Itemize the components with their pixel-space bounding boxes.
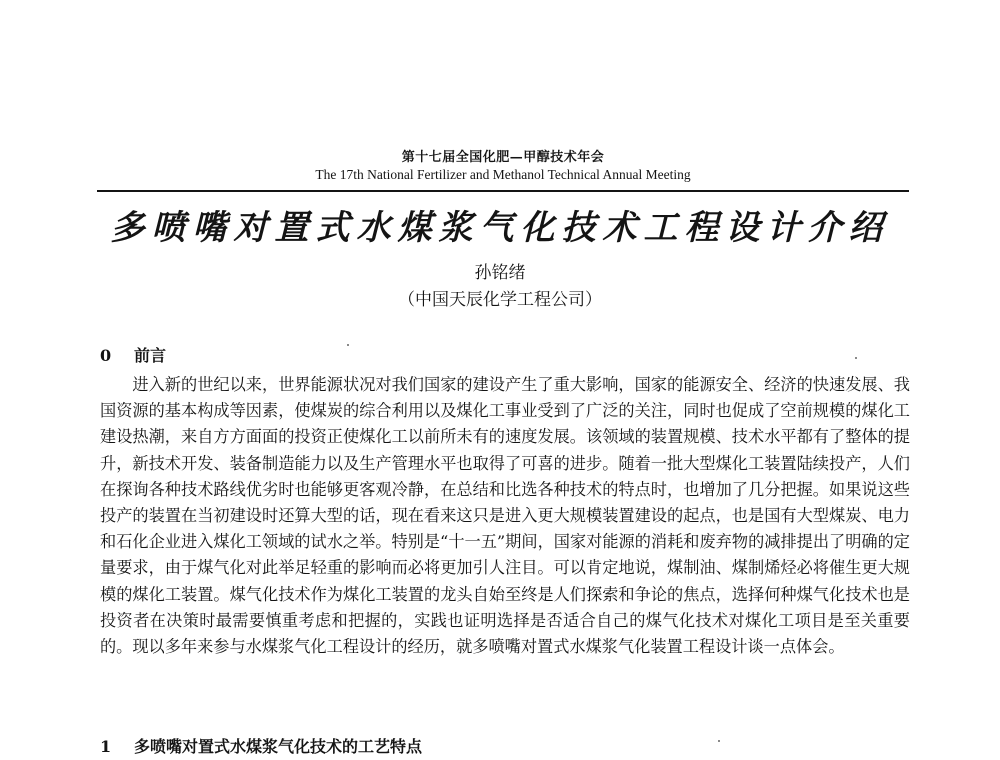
- conference-header: [97, 150, 909, 183]
- header-divider: [97, 190, 909, 192]
- body-paragraph: 进入新的世纪以来，世界能源状况对我们国家的建设产生了重大影响，国家的能源安全、经济的快速发展、我国资源的基本构成等因素，使煤炭的综合利用以及煤化工事业受到了广泛的关注，同时也促成了空前规模的煤化工建设热潮，来自方方面面的投资正使煤化工以前所未有的速度发展。该领域的装置规模、技术水平都有了整体的提升，新技术开发、装备制造能力以及生产管理水平也取得了可喜的进步。随着一批大型煤化工装置陆续投产，人们在探询各种技术路线优劣时也能够更客观冷静，在总结和比选各种技术的特点时，也增加了几分把握。如果说这些投产的装置在当初建设时还算大型的话，现在看来这只是进入更大规模装置建设的起点，也是国有大型煤炭、电力和石化企业进入煤化工领域的试水之举。特别是“十一五”期间，国家对能源的消耗和废弃物的减排提出了明确的定量要求，由于煤气化对此举足轻重的影响而必将更加引人注目。可以肯定地说，煤制油、煤制烯烃必将催生更大规模的煤化工装置。煤气化技术作为煤化工装置的龙头自始至终是人们探索和争论的焦点，选择何种煤气化技术也是投资者在决策时最需要慎重考虑和把握的，实践也证明选择是否适合自己的煤气化技术对煤化工项目是至关重要的。现以多年来参与水煤浆气化工程设计的经历，就多喷嘴对置式水煤浆气化装置工程设计谈一点体会。: [100, 375, 910, 657]
- section-number: 0: [100, 346, 112, 365]
- scan-speck: [718, 740, 720, 742]
- section-title: 多喷嘴对置式水煤浆气化技术的工艺特点: [134, 737, 423, 756]
- conference-name-cn: 第十七届全国化肥—甲醇技术年会: [401, 150, 605, 165]
- section-number: 1: [100, 737, 112, 756]
- conference-name-en: The 17th National Fertilizer and Methanol Technical Annual Meeting: [315, 167, 691, 182]
- paper-title: 多喷嘴对置式水煤浆气化技术工程设计介绍: [110, 208, 890, 248]
- section-heading-0: [100, 345, 166, 367]
- scan-speck: [855, 357, 857, 359]
- scan-speck: [347, 344, 349, 346]
- author-affiliation: （中国天辰化学工程公司）: [398, 290, 602, 310]
- section-title: 前言: [134, 346, 167, 365]
- section-heading-1: [100, 736, 422, 758]
- author-name: 孙铭绪: [474, 263, 526, 283]
- section-body-0: [100, 372, 910, 660]
